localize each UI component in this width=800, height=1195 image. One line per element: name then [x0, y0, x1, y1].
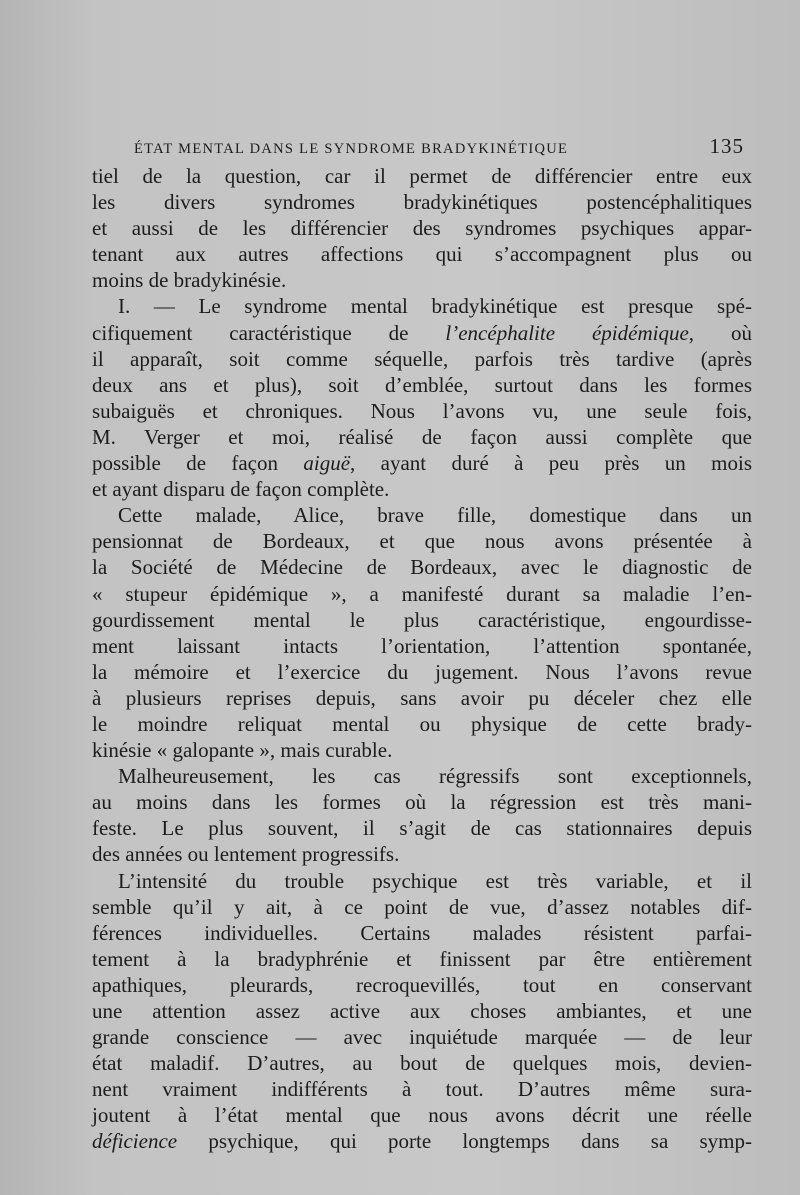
text-line: tement à la bradyphrénie et finissent par être entièrement: [92, 946, 752, 971]
text-fragment: psychique, qui porte longtemps dans sa symp-: [177, 1129, 752, 1154]
text-fragment: , où: [688, 320, 752, 345]
text-line: Cette malade, Alice, brave fille, domestique dans un: [118, 503, 752, 528]
text-line: pensionnat de Bordeaux, et que nous avons présentée à: [92, 529, 752, 554]
text-line: ment laissant intacts l’orientation, l’attention spontanée,: [92, 633, 752, 658]
text-line: grande conscience — avec inquiétude marquée — de leur: [92, 1025, 752, 1050]
text-line: à plusieurs reprises depuis, sans avoir pu déceler chez elle: [92, 685, 752, 710]
text-line: la Société de Médecine de Bordeaux, avec le diagnostic de: [92, 555, 752, 580]
text-line: L’intensité du trouble psychique est très variable, et il: [118, 868, 752, 893]
text-line: [92, 1128, 752, 1154]
text-line: feste. Le plus souvent, il s’agit de cas stationnaires depuis: [92, 816, 752, 841]
page-number: 135: [709, 134, 744, 158]
text-line: apathiques, pleurards, recroquevillés, tout en conservant: [92, 972, 752, 997]
text-line: le moindre reliquat mental ou physique de cette brady-: [92, 711, 752, 736]
text-line: état maladif. D’autres, au bout de quelques mois, devien-: [92, 1051, 752, 1076]
text-line: nent vraiment indifférents à tout. D’autres même sura-: [92, 1077, 752, 1102]
italic-word: aiguë: [303, 451, 351, 476]
text-line: kinésie « galopante », mais curable.: [92, 738, 393, 763]
text-fragment: , ayant duré à peu près un mois: [350, 451, 752, 476]
text-line: tenant aux autres affections qui s’accompagnent plus ou: [92, 242, 752, 267]
running-title: ÉTAT MENTAL DANS LE SYNDROME BRADYKINÉTIQUE: [134, 141, 569, 157]
text-line: [92, 450, 752, 476]
text-line: joutent à l’état mental que nous avons décrit une réelle: [92, 1103, 752, 1128]
text-line: Malheureusement, les cas régressifs sont exceptionnels,: [118, 764, 752, 789]
text-line: moins de bradykinésie.: [92, 268, 287, 293]
text-line: et ayant disparu de façon complète.: [92, 477, 390, 502]
text-line: M. Verger et moi, réalisé de façon aussi complète que: [92, 424, 752, 449]
text-line: tiel de la question, car il permet de différencier entre eux: [92, 164, 752, 188]
text-line: et aussi de les différencier des syndromes psychiques appar-: [92, 216, 752, 241]
text-line: les divers syndromes bradykinétiques postencéphalitiques: [92, 190, 752, 215]
text-fragment: possible de façon: [92, 451, 304, 476]
body-text: [92, 163, 752, 1155]
text-fragment: cifiquement caractéristique de: [92, 320, 446, 345]
text-line: [92, 320, 752, 346]
text-line: I. — Le syndrome mental bradykinétique est presque spé-: [118, 294, 752, 319]
text-line: subaiguës et chroniques. Nous l’avons vu, une seule fois,: [92, 398, 752, 423]
running-head: [134, 134, 744, 159]
text-line: semble qu’il y ait, à ce point de vue, d’assez notables dif-: [92, 894, 752, 919]
text-line: gourdissement mental le plus caractéristique, engourdisse-: [92, 607, 752, 632]
text-line: férences individuelles. Certains malades résistent parfai-: [92, 920, 752, 945]
text-line: « stupeur épidémique », a manifesté durant sa maladie l’en-: [92, 581, 752, 606]
text-line: des années ou lentement progressifs.: [92, 842, 400, 867]
text-line: une attention assez active aux choses ambiantes, et une: [92, 999, 752, 1023]
italic-word: déficience: [92, 1129, 178, 1154]
text-line: deux ans et plus), soit d’emblée, surtout dans les formes: [92, 372, 752, 397]
text-line: la mémoire et l’exercice du jugement. Nous l’avons revue: [92, 659, 752, 684]
italic-phrase: l’encéphalite épidémique: [445, 320, 689, 345]
text-line: il apparaît, soit comme séquelle, parfois très tardive (après: [92, 346, 752, 371]
text-line: au moins dans les formes où la régression est très mani-: [92, 790, 752, 815]
